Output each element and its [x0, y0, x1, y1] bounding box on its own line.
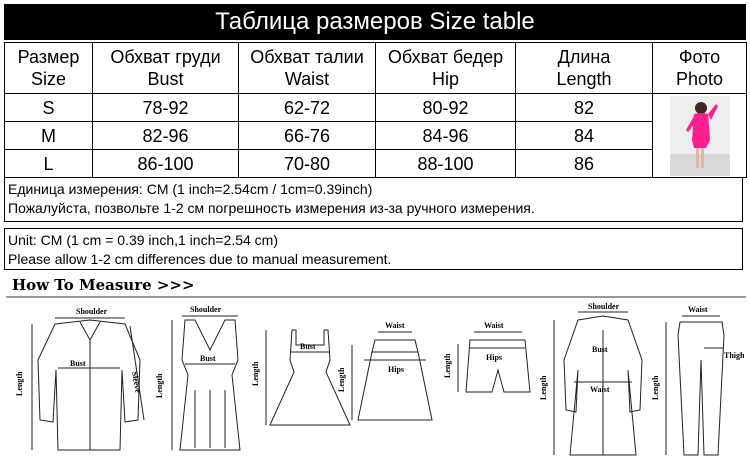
cell-waist: 62-72: [239, 94, 376, 122]
shorts-diagram: [458, 332, 530, 392]
label-length: Length: [251, 361, 260, 386]
table-header-row: [5, 43, 747, 94]
label-shoulder: Shoulder: [190, 305, 222, 314]
size-chart: [4, 4, 746, 270]
cell-size: M: [5, 122, 93, 150]
label-bust: Bust: [70, 359, 86, 368]
skirt-diagram: [352, 332, 432, 420]
cell-size: L: [5, 150, 93, 178]
label-length: Length: [443, 353, 452, 378]
cell-size: S: [5, 94, 93, 122]
pants-diagram: [666, 316, 724, 455]
table-row: [5, 150, 747, 178]
label-hips: Hips: [486, 353, 503, 362]
how-to-measure-heading: How To Measure >>>: [12, 276, 195, 294]
unit-note-ru: Единица измерения: CM (1 inch=2.54cm / 1cm=0.39inch): [8, 181, 373, 197]
label-length: Length: [15, 371, 24, 396]
measurement-diagrams: [0, 300, 750, 461]
label-length: Length: [337, 367, 346, 392]
cell-hip: 84-96: [376, 122, 516, 150]
label-waist: Waist: [484, 321, 504, 330]
label-bust: Bust: [592, 345, 608, 354]
garment-labels: [15, 302, 745, 400]
label-shoulder: Shoulder: [588, 302, 620, 311]
label-length: Length: [651, 375, 660, 400]
size-table: [4, 42, 747, 178]
label-waist: Waist: [590, 385, 610, 394]
shirt-diagram: [32, 318, 144, 450]
header-hip: Обхват бедер Hip: [376, 43, 516, 94]
page-title: Таблица размеров Size table: [4, 4, 746, 40]
table-row: [5, 94, 747, 122]
cell-waist: 66-76: [239, 122, 376, 150]
notes-russian: [4, 178, 743, 222]
table-row: [5, 122, 747, 150]
error-note-en: Please allow 1-2 cm differences due to manual measurement.: [8, 251, 392, 267]
cell-bust: 86-100: [93, 150, 239, 178]
divider: [6, 296, 746, 298]
cell-hip: 80-92: [376, 94, 516, 122]
photo-cell: [653, 94, 747, 178]
cell-length: 84: [516, 122, 653, 150]
tank-top-diagram: [172, 316, 240, 450]
label-shoulder: Shoulder: [76, 307, 108, 316]
header-waist: Обхват талии Waist: [239, 43, 376, 94]
header-size: Размер Size: [5, 43, 93, 94]
label-waist: Waist: [688, 305, 708, 314]
label-waist: Waist: [385, 321, 405, 330]
unit-note-en: Unit: CM (1 cm = 0.39 inch,1 inch=2.54 cm): [8, 232, 278, 248]
label-bust: Bust: [300, 342, 316, 351]
cell-bust: 78-92: [93, 94, 239, 122]
label-sleeve: Sleeve: [130, 370, 143, 394]
header-photo: Фото Photo: [653, 43, 747, 94]
cell-hip: 88-100: [376, 150, 516, 178]
header-bust: Обхват груди Bust: [93, 43, 239, 94]
label-hips: Hips: [388, 365, 405, 374]
cell-length: 86: [516, 150, 653, 178]
label-bust: Bust: [200, 354, 216, 363]
label-length: Length: [155, 373, 164, 398]
cell-waist: 70-80: [239, 150, 376, 178]
error-note-ru: Пожалуйста, позвольте 1-2 см погрешность измерения из-за ручного измерения.: [8, 200, 535, 216]
cell-bust: 82-96: [93, 122, 239, 150]
cell-length: 82: [516, 94, 653, 122]
header-length: Длина Length: [516, 43, 653, 94]
notes-english: [4, 228, 743, 270]
label-thigh: Thigh: [724, 351, 745, 360]
product-photo: [670, 96, 730, 176]
coat-diagram: [554, 312, 642, 455]
label-length: Length: [539, 375, 548, 400]
